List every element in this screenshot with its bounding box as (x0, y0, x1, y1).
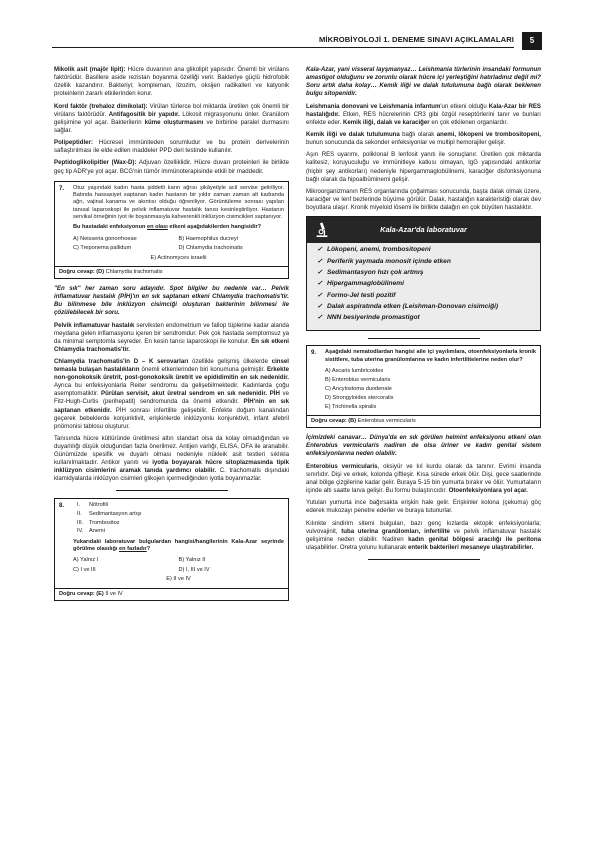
check-icon: ✓ (317, 257, 323, 265)
info-item: ✓ Formo-Jel testi pozitif (317, 291, 396, 299)
paragraph-mikolik-asit (54, 66, 289, 98)
option-a: A) Neisseria gonorrhoeae (73, 235, 137, 242)
text: Hücre duvarının ana glikolipit yapısıdır. Önemli bir virülans faktörüdür. Basillere aside rezistan boyanma özelliği verir. Bakteriye güçlü hidrofobik özellik kazandırır. Bakteriyi; kompleman, lizozim, oksijen radikalleri ve katyonik proteinlerin zararlı etkilerinden korur. (54, 66, 289, 98)
info-box-header (307, 217, 540, 243)
option-d: D) Strongyloides stercoralis (325, 394, 394, 401)
question-7-box (54, 181, 289, 280)
term: Polipeptidler: (54, 139, 93, 147)
info-item: ✓ Periferik yaymada monosit içinde etken (317, 257, 451, 265)
text: Hücresel immüniteden sorumludur ve bu protein derivelerinin saflaştırılması ile elde edilen maddeler PPD deri testinde kullanılır. (54, 139, 289, 155)
info-item: ✓ NNN besiyerinde promastigot (317, 314, 420, 322)
option-d: D) I, III ve IV (178, 566, 210, 573)
text: Virülan türlerce bol miktarda üretilen çok önemli bir virülans faktörüdür. (54, 102, 289, 118)
answer-line: Doğru cevap: (D) Chlamydia trachomatis (55, 266, 288, 278)
option-c: C) Ancylostoma duodenale (325, 386, 392, 393)
left-column (54, 66, 289, 607)
paragraph-pih (54, 322, 289, 354)
option-d: D) Chlamydia trachomatis (178, 245, 243, 252)
option-c: C) Treponema pallidum (73, 245, 132, 252)
paragraph-res-organlari: Mikroorganizmanın RES organlarında çoğalması sonucunda, başta dalak olmak üzere, karaciğer ve lenf bezlerinde büyüme görülür. Dalak, hastalığın karakteristiği olarak dev boyutlara ulaşır. Kronik miyeloid lösemi ile birlikte dalağın en çok büyüten hastalıktır. (306, 187, 541, 212)
check-icon: ✓ (317, 314, 323, 322)
section-divider (368, 559, 480, 560)
header-rule (52, 47, 514, 48)
check-icon: ✓ (317, 280, 323, 288)
info-box-list (307, 243, 540, 329)
check-icon: ✓ (317, 246, 323, 254)
option-b: B) Haemophilus ducreyi (178, 235, 238, 242)
comment-paragraph: "En sık" her zaman soru adayıdır. Spot bilgiler bu nedenle var… Pelvik inflamatuvar hastalık (PİH)'ın en sık saptanan etkeni Chlamydia trachomatis'tir. Bu bilinmese bile inklüzyon cisimciği oluşturan bakterinin bilinmesi ile çözülebilecek bir soru. (54, 285, 289, 317)
roman-item: II. Sedimantasyon artışı (77, 510, 142, 517)
paragraph-wax-d (54, 159, 289, 175)
term: Peptidoglikolipitler (Wax-D): (54, 159, 137, 167)
term: Pelvik inflamatuvar hastalık (54, 321, 135, 329)
term: Kord faktör (trehaloz dimikolat): (54, 102, 148, 110)
emphasis: Antifagositik bir yapıdır. (108, 110, 180, 118)
text: ve birbirine paralel durmasını sağlar. (54, 118, 289, 134)
paragraph-res-uyarimi: Aşırı RES uyarımı, poliklonal B lenfosit yanıtı ile sonuçlanır. Üretilen çok miktarda kalitesiz, koruyuculuğu ve immünitleye katkısı olmayan, IgG yapısındaki antikorlar (hiçbir şey antikorları) nedeniyle hipergammaglobülinemi, karaciğer disfonksiyonuna bağlı olarak da hipoalbüminemi gelişir. (306, 151, 541, 183)
roman-item: IV. Anemi (77, 528, 105, 535)
check-icon: ✓ (317, 269, 323, 277)
question-8-box (54, 498, 289, 601)
question-number: 9. (311, 349, 317, 357)
info-box-title: Kala-Azar'da laboratuvar (380, 225, 467, 235)
paragraph-tani: Tanısında hücre kültüründe üretilmesi altın standart olsa da kolay olmadığından ve duyarlılığı düşük olduğundan fazla önerilmez. Antijen varlığı, ELISA, DFA ile aranabilir. Günümüzde spesifik ve duyarlı olması nedeniyle nükleik asit testleri sıklıkla kullanılmaktadır. Antikor yanıtı ve iyotla boyayarak hücre sitoplazmasında tipik inklüzyon cisimlerini aramak tanıda yardımcı olabilir. C. trachomatis dışındaki klamidyalarda inklüzyon cisimleri glikojen içermediğinden iyotla boyanmazlar. (54, 435, 289, 483)
question-9-box (306, 345, 541, 428)
text: Adjuvan özelliklidir. Hücre duvarı proteinleri ile birlikte geç tip ADR'ye yol açar. BCG'nin tümör immünoterapisinde etkili bir maddedir. (54, 159, 289, 175)
option-b: B) Yalnız II (178, 557, 206, 564)
paragraph-polipeptidler (54, 139, 289, 155)
paragraph-kord-faktor (54, 103, 289, 135)
info-item: ✓ Lökopeni, anemi, trombositopeni (317, 246, 431, 254)
section-divider (368, 338, 480, 339)
option-a: A) Yalnız I (73, 557, 99, 564)
question-number: 7. (59, 184, 65, 192)
comment-paragraph: İçimizdeki canavar… Dünya'da en sık görülen helmint enfeksiyonu etkeni olan Enterobius vermicularis nadiren de olsa üriner ve kadın genital sistem enfeksiyonlarına neden olabilir. (306, 434, 541, 458)
question-prompt: Bu hastadaki enfeksiyonun en olası etkeni aşağıdakilerden hangisidir? (73, 224, 262, 231)
question-prompt: Yukarıdaki laboratuvar bulgulardan hangisi/hangilerinin Kala-Azar seyrinde görülme olasılığı en fazladır? (73, 538, 284, 553)
paragraph-chlamydia: Chlamydia trachomatis'in D – K serovarları özellikle gelişmiş ülkelerde cinsel temasla bulaşan hastalıkların önemli etkenlerinden biri konumuna gelmiştir. Erkekte non-gonokoksik üretrit, post-gonokoksik üretrit ve epididimitin en sık nedenidir. Ayrıca bu enfeksiyonlarla Reiter sendromu da gelişebilmektedir. Kadınlarda çoğu asemptomatiktir. Pürülan servisit, akut üretral sendrom en sık nedenidir. PİH ve Fitz-Hugh-Curtis (perihepatit) sendromunda da önemli etkendir. PİH'nin en sık saptanan etkenidir. PİH sonrası infertilite gelişebilir. Enfekte doğum kanalından geçerek bebeklerde konjunktivit, erişkinlerde inklüzyonlu konjunktivit, infant afebril pnömonisi tablosu oluşturur. (54, 358, 290, 430)
emphasis: küme oluşturmasını (144, 118, 204, 126)
term: Mikolik asit (majör lipit): (54, 66, 126, 73)
option-e: E) II ve IV (166, 576, 191, 583)
info-item: ✓ Sedimantasyon hızı çok artmış (317, 269, 424, 277)
header-title: MİKROBİYOLOJİ 1. DENEME SINAVI AÇIKLAMALARI (319, 35, 514, 44)
info-item: ✓ Dalak aspiratında etken (Leishman-Donovan cisimciği) (317, 302, 499, 310)
page-number: 5 (522, 32, 542, 50)
page-header (52, 33, 542, 51)
paragraph-enterobius: Enterobius vermicularis, oksiyür ve kıl kurdu olarak da tanınır. Evrimi insanda sınırlıdır. Dişi ve erkek, kolonda çiftleşir. Kısa sürede erkek ölür. Dişi, gece saatlerinde anal bölge çizgilerine kadar gelir. Buraya 5-15 bin yumurta bırakır ve ölür. Yumurtaların içinde altı saatte larva gelişir. Bu formu bulaştırıcıdır. Otoenfeksiyonlara yol açar. (306, 462, 541, 494)
microscope-icon (313, 221, 331, 239)
check-icon: ✓ (317, 291, 323, 299)
text: Lökosit migrasyonunu önler. Granülom gelişimine yol açar. Bakterilerin (54, 110, 289, 126)
roman-item: III. Trombositoz (77, 519, 120, 526)
question-number: 8. (59, 501, 65, 509)
answer-line: Doğru cevap: (E) II ve IV (55, 588, 288, 600)
text: serviksten endometrium ve fallop tüplerine kadar alanda meydana gelen inflamasyonu içeren bir sendromdur. Pek çok hastada semptomsuz ya da minimal semptomla seyreder. En kesin tanısı laparoskopi ile konulur. (54, 321, 289, 345)
option-c: C) I ve III (73, 566, 96, 573)
emphasis: En sık etkeni Chlamydia trachomatis'tir. (54, 337, 289, 353)
paragraph-kemik-iligi: Kemik iliği ve dalak tutulumuna bağlı olarak anemi, lökopeni ve trombositopeni, bunun sonucunda da sekonder enfeksiyonlar ve multipl hemorajiler gelişir. (306, 131, 541, 147)
info-box-kala-azar (306, 216, 541, 330)
info-item: ✓ Hipergammaglobülinemi (317, 280, 404, 288)
check-icon: ✓ (317, 302, 323, 310)
section-divider (116, 490, 228, 491)
answer-line: Doğru cevap: (B) Enterobius vermicularis (307, 415, 540, 427)
option-b: B) Enterobius vermicularis (325, 377, 391, 384)
option-a: A) Ascaris lumbricoides (325, 368, 384, 375)
paragraph-leishmania: Leishmania donovani ve Leishmania infantum'un etkeni olduğu Kala-Azar bir RES hastalığıdır. Etken, RES hücrelerinin CR3 gibi özgül reseptörlerini tanır ve bunları enfekte eder. Kemik iliği, dalak ve karaciğer en çok etkilenen organlardır. (306, 102, 541, 126)
question-stem: Otuz yaşındaki kadın hasta şiddetli karın ağrısı şikâyetiyle acil servise geliriliyor. Batında hassasiyet saptanan kadın hastanın bir yıldır zaman zaman alt kadranda ağrı, vajinal kanama ve akıntısı olduğu öğreniliyor. Görüntüleme sonrası yapılan tanısal laparoskopi ile pelvik inflamatuvar hastalık tanısı kesinleştiriliyor. Hastanın servikal örneğinin iyot ile boyanmasıyla kahverenkli inklüzyon cisimcikleri saptanıyor. (73, 184, 284, 221)
paragraph-yumurta: Yutulan yumurta ince bağırsakta erişkin hale gelir. Erişkinler kolona (çekuma) göç ederek mukozayı penetre ederler ve buraya tutunurlar. (306, 499, 541, 515)
option-e: E) Actinomyces israelii (150, 254, 207, 261)
comment-paragraph: Kala-Azar, yani visseral layşmanyaz… Leishmania türlerinin insandaki formunun amastigot olduğunu ve zorunlu olarak hücre içi yerleştiğini hatırladınız değil mi? Soru artık daha kolay… Kemik iliği ve dalak tutulumuna bağlı olarak beklenen bulgu sitopenidir. (306, 66, 541, 98)
option-e: E) Trichinella spiralis (325, 403, 377, 410)
roman-item: I. Nötrofili (77, 501, 108, 508)
right-column (306, 66, 541, 567)
question-prompt: Aşağıdaki nematodlardan hangisi aile içi yayılımlara, otoenfeksiyonlarla kronik sistitlere, tuba uterina granülomlarına ve kadın infertilitelerine neden olur? (325, 349, 536, 363)
paragraph-klinik: Kılınkte sindirim sitemi bulguları, bazı genç kızlarda ektopik enfeksiyonlarla; vulvovajinit, tuba uterina granülomları, infertilite ve pelvik inflamatuvar hastalık gelişimine neden olabilir. Nadiren kadın genital bölgesi aracılığı ile peritona ulaşabilirler. Oretra yolunu kullanarak enterik bakterileri mesaneye ulaştırabilirler. (306, 519, 541, 551)
